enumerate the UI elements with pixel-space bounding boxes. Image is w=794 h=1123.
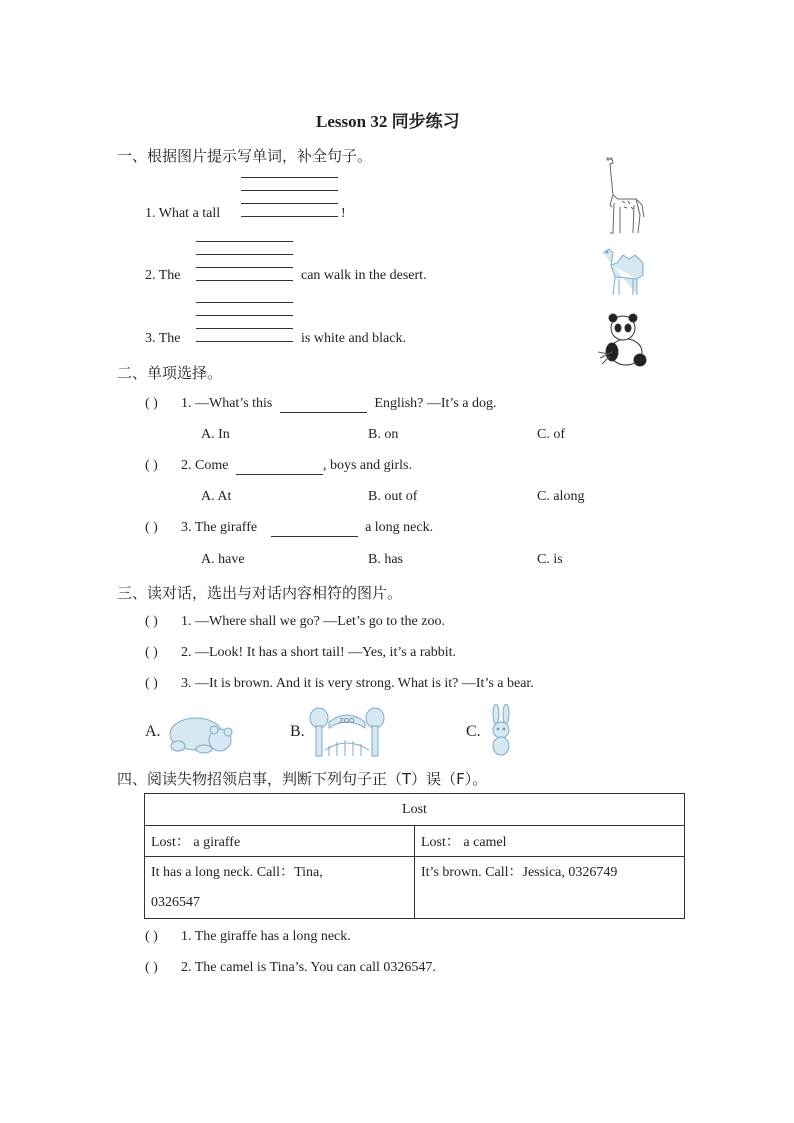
mc-q2-blank[interactable]	[236, 458, 323, 475]
mc-q3-blank[interactable]	[271, 520, 358, 537]
section3-heading: 三、读对话，选出与对话内容相符的图片。	[117, 584, 403, 602]
left-body-line-1: It has a long neck. Call：Tina,	[151, 865, 323, 880]
answer-paren[interactable]: ( )	[145, 396, 158, 411]
blank-line	[196, 315, 293, 316]
zoo-sign: ZOO	[339, 718, 355, 725]
section1-heading: 一、根据图片提示写单词，补全句子。	[117, 147, 373, 165]
mc-question-3	[181, 520, 433, 537]
answer-paren[interactable]: ( )	[145, 676, 158, 691]
page-title: Lesson 32 同步练习	[316, 112, 460, 131]
answer-line[interactable]	[241, 216, 338, 217]
section4-heading: 四、阅读失物招领启事，判断下列句子正（T）误（F）。	[117, 770, 488, 788]
tf-question-1: 1. The giraffe has a long neck.	[181, 929, 351, 944]
question-2-suffix: can walk in the desert.	[301, 268, 427, 283]
zoo-gate-icon	[309, 706, 385, 758]
mc-q2-prefix: 2. Come	[181, 458, 229, 473]
mc-q3-suffix: a long neck.	[365, 520, 434, 535]
question-1-suffix: !	[341, 206, 346, 221]
answer-paren[interactable]: ( )	[145, 645, 158, 660]
blank-line	[196, 302, 293, 303]
question-3-suffix: is white and black.	[301, 331, 406, 346]
answer-paren[interactable]: ( )	[145, 458, 158, 473]
question-2-prefix: 2. The	[145, 268, 181, 283]
option-a[interactable]: A. At	[201, 489, 232, 504]
option-c[interactable]: C. of	[537, 427, 565, 442]
question-1-prefix: 1. What a tall	[145, 206, 221, 221]
answer-paren[interactable]: ( )	[145, 960, 158, 975]
answer-paren[interactable]: ( )	[145, 520, 158, 535]
lost-notice-table	[144, 793, 685, 919]
option-b[interactable]: B. has	[368, 552, 403, 567]
option-a[interactable]: A. have	[201, 552, 245, 567]
dialog-question-1: 1. —Where shall we go? —Let’s go to the zoo.	[181, 614, 445, 629]
camel-icon	[597, 243, 649, 299]
question-3-prefix: 3. The	[145, 331, 181, 346]
answer-line[interactable]	[196, 341, 293, 342]
mc-q2-suffix: , boys and girls.	[322, 458, 413, 473]
table-cell	[145, 857, 415, 919]
option-c[interactable]: C. is	[537, 552, 563, 567]
mc-q3-prefix: 3. The giraffe	[181, 520, 258, 535]
giraffe-icon	[598, 155, 648, 237]
option-b[interactable]: B. on	[368, 427, 399, 442]
bear-icon	[166, 712, 238, 754]
blank-line	[241, 190, 338, 191]
blank-line	[241, 177, 338, 178]
table-header: Lost	[145, 794, 685, 826]
blank-line	[241, 203, 338, 204]
dialog-question-3: 3. —It is brown. And it is very strong. What is it? —It’s a bear.	[181, 676, 534, 691]
picture-option-a[interactable]: A.	[145, 723, 161, 740]
left-body-line-2: 0326547	[151, 895, 200, 910]
table-cell: Lost： a giraffe	[145, 826, 415, 857]
mc-question-2	[181, 458, 412, 475]
mc-q1-prefix: 1. —What’s this	[181, 396, 273, 411]
answer-paren[interactable]: ( )	[145, 929, 158, 944]
blank-line	[196, 267, 293, 268]
table-cell: Lost： a camel	[415, 826, 685, 857]
blank-line	[196, 254, 293, 255]
section2-heading: 二、单项选择。	[117, 364, 223, 382]
dialog-question-2: 2. —Look! It has a short tail! —Yes, it’s a rabbit.	[181, 645, 457, 660]
panda-icon	[598, 312, 652, 370]
answer-line[interactable]	[196, 280, 293, 281]
picture-option-c[interactable]: C.	[466, 723, 481, 740]
tf-question-2: 2. The camel is Tina’s. You can call 0326547.	[181, 960, 436, 975]
blank-line	[196, 328, 293, 329]
option-b[interactable]: B. out of	[368, 489, 418, 504]
mc-question-1	[181, 396, 497, 413]
blank-line	[196, 241, 293, 242]
mc-q1-suffix: English? —It’s a dog.	[374, 396, 497, 411]
answer-paren[interactable]: ( )	[145, 614, 158, 629]
option-c[interactable]: C. along	[537, 489, 585, 504]
rabbit-icon	[486, 704, 516, 756]
mc-q1-blank[interactable]	[280, 396, 367, 413]
option-a[interactable]: A. In	[201, 427, 230, 442]
table-cell: It’s brown. Call：Jessica, 0326749	[415, 857, 685, 919]
picture-option-b[interactable]: B.	[290, 723, 305, 740]
